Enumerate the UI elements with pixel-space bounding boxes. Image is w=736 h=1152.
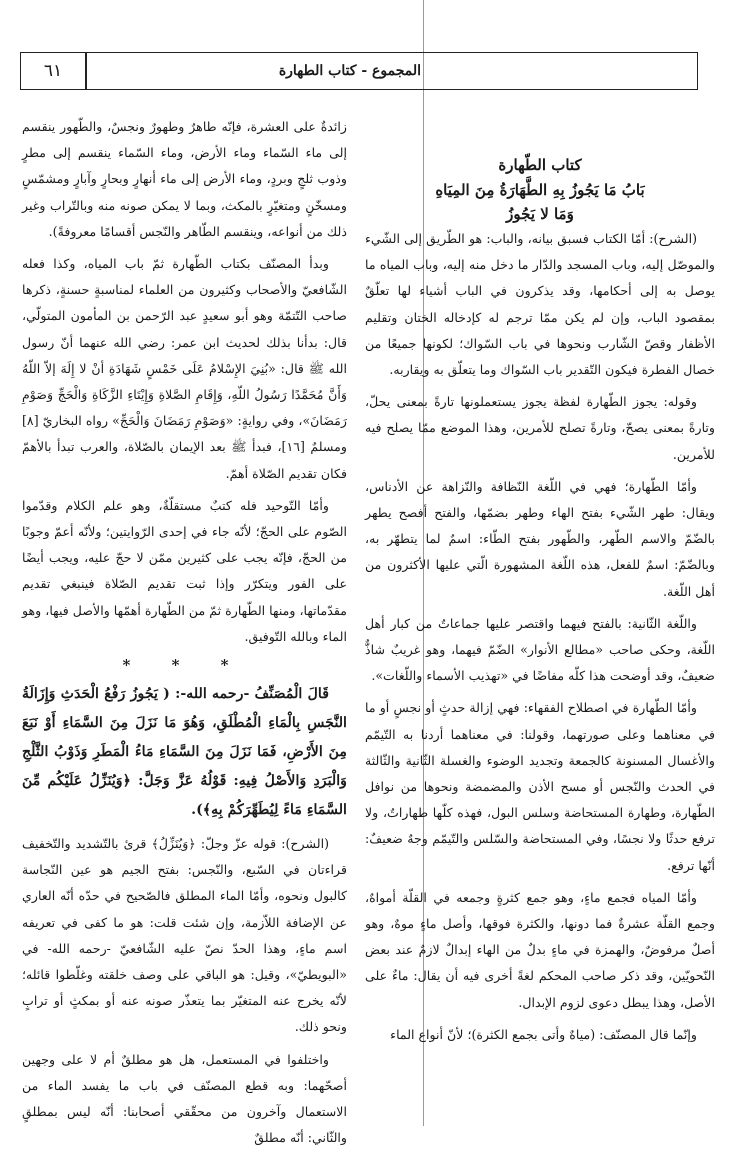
right-column — [365, 152, 715, 1048]
chapter-title-continued: وَمَا لا يَجُوزُ — [506, 205, 574, 223]
book-title: كتاب الطّهارة — [498, 156, 582, 174]
paragraph: وأمّا التّوحيد فله كتبٌ مستقلّةٌ، وهو علم الكلام وقدّموا الصّوم على الحجّ؛ لأنّه جاء في إحدى الرّوايتين؛ ولأنّه أعمّ وجوبًا من الحجّ، فإنّه يجب على كثيرين ممّن لا حجّ عليه، ويجب أيضًا على الفور ويتكرّر وإذا ثبت تقديم الصّلاة فينبغي تقديم مقدّماتها، ومنها الطّهارة ثمّ من الطّهارة أهمّها والأصل فيها، وهو الماء وبالله التّوفيق. — [22, 497, 347, 644]
paragraph: واللّغة الثّانية: بالفتح فيهما واقتصر عليها جماعاتٌ من كبار أهل اللّغة، وحكى صاحب «مطالع الأنوار» الضّمّ فيهما، وهو غريبٌ شاذٌّ ضعيفٌ، وقد أوضحت هذا كلّه مفاضًا في «تهذيب الأسماء واللّغات». — [365, 615, 715, 684]
paragraph: وبدأ المصنّف بكتاب الطّهارة ثمّ باب المياه، وكذا فعله الشّافعيّ والأصحاب وكثيرون من العلماء لمناسبةٍ حسنةٍ، ذكرها صاحب التّتمّة وهو أبو سعيدٍ عبد الرّحمن بن المأمون المتولّي، قال: بدأنا بذلك لحديث ابن عمر: رضي الله عنهما أنّ رسول الله ﷺ قال: «بُنِيَ الإِسْلامُ عَلَى خَمْسٍ شَهَادَةِ أنْ لا إِلَهَ إلاّ اللّهُ وَأَنَّ مُحَمَّدًا رَسُولُ اللّهِ، وَإِقَامِ الصَّلاةِ وَإِيْتَاءِ الزَّكَاةِ وَالْحَجِّ وَصَوْمِ رَمَضَانَ»، وفي روايةٍ: «وَصَوْمِ رَمَضَانَ وَالْحَجِّ» رواه البخاريّ [٨] ومسلمٌ [١٦]، فبدأ ﷺ بعد الإيمان بالصّلاة، والعرب تبدأ بالأهمّ فكان تقديم الصّلاة أهمّ. — [22, 256, 347, 481]
section-separator: * * * — [122, 656, 247, 675]
header-divider — [85, 53, 87, 89]
paragraph: وأمّا الطّهارة في اصطلاح الفقهاء: فهي إزالة حدثٍ أو نجسٍ أو ما في معناهما وعلى صورتهما، وقولنا: في معناهما أردنا به التّيمّم والأغسال المسنونة كالجمعة وتجديد الوضوء والغسلة الثّانية والثّالثة في الحدث والنّجس أو مسح الأذن والمضمضة ونحوها من نوافل الطّهارة، وطهارة المستحاضة وسلس البول، فهذه كلّها طهاراتٌ، ولا ترفع حدثًا ولا نجسًا، وفي المستحاضة والسّلس والتّيمّم وجهٌ ضعيفٌ: أنّها ترفع. — [365, 700, 715, 873]
paragraph: (الشرح): قوله عزّ وجلّ: ﴿وَيُنَزِّلُ﴾ قرئ بالتّشديد والتّخفيف قراءتان في السّبع، والنّجس: بفتح الجيم هو عين النّجاسة كالبول ونحوه، وأمّا الماء المطلق فالصّحيح في حدّه أنّه العاري عن الإضافة اللاّزمة، وإن شئت قلت: هو ما كفى في تعريفه اسم ماءٍ، وهذا الحدّ نصّ عليه الشّافعيّ -رحمه الله- في «البويطيّ»، وقيل: هو الباقي على وصف خلقته وغلّطوا قائله؛ لأنّه يخرج عنه المتغيّر بما يتعذّر صونه عنه أو بمكثٍ أو ترابٍ ونحو ذلك. — [22, 836, 347, 1035]
running-header — [20, 52, 698, 90]
running-title: المجموع - كتاب الطهارة — [278, 63, 421, 79]
chapter-title: بَابُ مَا يَجُوزُ بِهِ الطَّهَارَةُ مِنَ المِيَاهِ — [435, 181, 645, 199]
page-number: ٦١ — [43, 61, 63, 81]
paragraph: واختلفوا في المستعمل، هل هو مطلقٌ أم لا على وجهين أصحّهما: وبه قطع المصنّف في باب ما يفسد الماء من الاستعمال وآخرون من محقّقي أصحابنا: أنّه ليس بمطلقٍ والثّاني: أنّه مطلقٌ — [22, 1051, 347, 1146]
paragraph: وأمّا المياه فجمع ماءٍ، وهو جمع كثرةٍ وجمعه في القلّة أمواهٌ، وجمع القلّة عشرةٌ فما دونها، والكثرة فوقها، وأصل ماءٍ موهٌ، وهو أصلٌ مرفوضٌ، والهمزة في ماءٍ بدلٌ من الهاء إبدالٌ لازمٌ عند بعض النّحويّين، وقد ذكر صاحب المحكم لغةً أخرى فيه أن يقال: ماءٌ على الأصل، وهذا يبطل دعوى لزوم الإبدال. — [365, 889, 715, 1010]
paragraph: وإنّما قال المصنّف: (مياهٌ وأتى بجمع الكثرة)؛ لأنّ أنواع الماء — [390, 1026, 697, 1042]
paragraph: وقوله: يجوز الطّهارة لفظة يجوز يستعملونها تارةً بمعنى يحلّ، وتارةً بمعنى يصحّ، وتارةً تصلح للأمرين، وهذا الموضع ممّا يصلح فيه للأمرين. — [365, 394, 715, 462]
paragraph: وأمّا الطّهارة؛ فهي في اللّغة النّظافة والنّزاهة عن الأدناس، ويقال: طهر الشّيء بفتح الهاء وطهر بضمّها، والفتح أفصح يطهر بالضّمّ والاسم الطّهر، والطّهور بفتح الطّاء: اسمٌ لما يتطهّر به، وبالضّمّ: اسمٌ للفعل، هذه اللّغة المشهورة الّتي عليها الأكثرون من أهل اللّغة. — [365, 478, 715, 599]
paragraph: زائدةٌ على العشرة، فإنّه طاهرٌ وطهورٌ ونجسٌ، والطّهور ينقسم إلى ماء السّماء وماء الأرض، وماء السّماء ينقسم إلى مطرٍ وذوب ثلجٍ وبردٍ، وماء الأرض إلى ماء أنهارٍ وبحارٍ وآبارٍ ومشمّسٍ ومسخّنٍ ومتغيّرٍ بالمكث، وبما لا يمكن صونه منه وبالتّراب وغير ذلك من أنواعه، وينقسم الطّاهر والنّجس أقسامًا معروفةً). — [22, 119, 347, 239]
matn-text: قَالَ الْمُصَنِّفُ -رحمه الله-: ( يَجُوزُ رَفْعُ الْحَدَثِ وَإِزَالَةُ النَّجَسِ بِالْمَاءِ الْمُطْلَقِ، وَهُوَ مَا نَزَلَ مِنَ السَّمَاءِ أَوْ نَبَعَ مِنَ الأَرْضِ، فَمَا نَزَلَ مِنَ السَّمَاءِ مَاءُ الْمَطَرِ وَذَوْبُ الثَّلْجِ وَالْبَرَدِ وَالأَصْلُ فِيهِ: قَوْلُهُ عَزَّ وَجَلَّ: ﴿وَيُنَزِّلُ عَلَيْكُم مِّنَ السَّمَاءِ مَاءً لِيُطَهِّرَكُمْ بِهِ﴾). — [22, 686, 347, 819]
left-column — [22, 114, 347, 1152]
paragraph: (الشرح): أمّا الكتاب فسبق بيانه، والباب: هو الطّريق إلى الشّيء والموصّل إليه، وباب المسجد والدّار ما دخل منه إليه، وباب المياه ما يوصل به إلى أحكامها، وقد يذكرون في الباب أشياء لها تعلّقٌ بمقصود الباب، وإن لم يكن ممّا ترجم له كإدخاله الختان وتقليم الأظفار وقصّ الشّارب ونحوها في باب السّواك؛ لكونها جميعًا من خصال الفطرة فيكون التّقدير باب السّواك وما يتعلّق به ويقاربه. — [365, 231, 715, 378]
